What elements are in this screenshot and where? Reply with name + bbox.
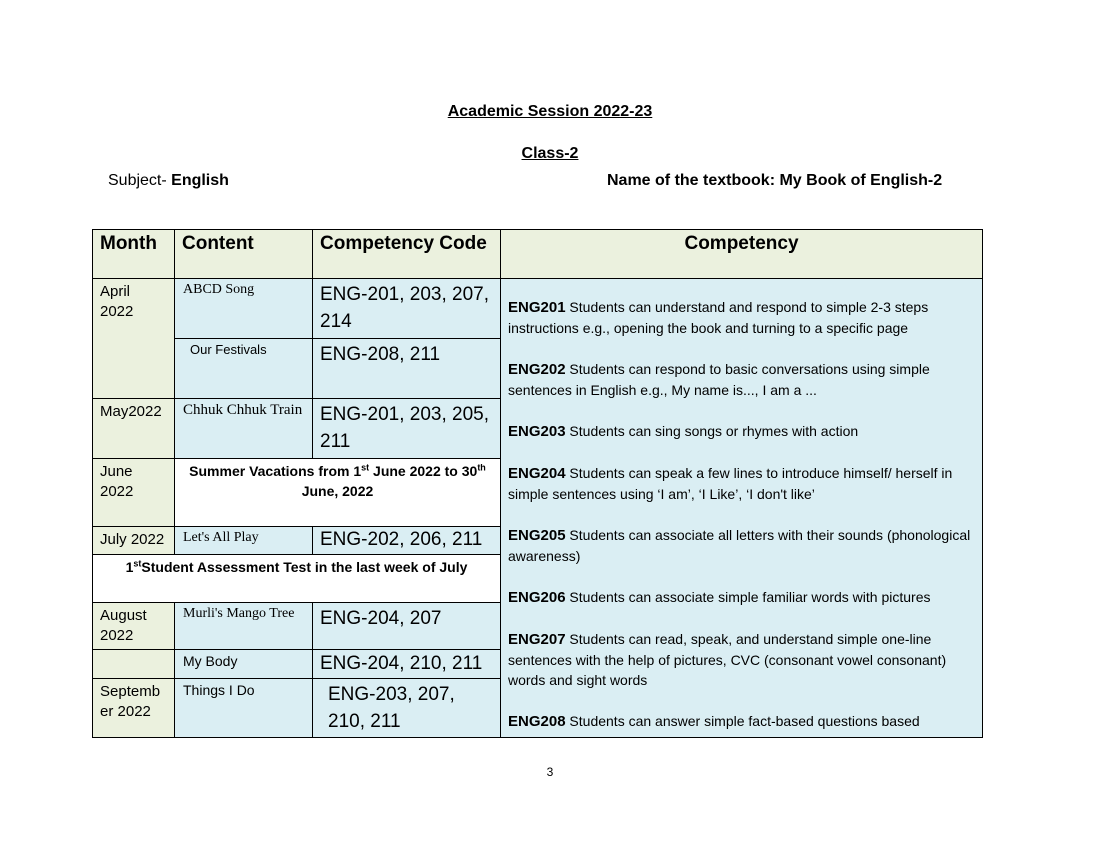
competency-text: Students can speak a few lines to introduce himself/ herself in simple sentences using ‘I am’, ‘I Like’, ‘I don't like’ [508,465,953,502]
competency-code: ENG207 [508,631,566,648]
code-cell: ENG-204, 207 [313,603,501,650]
month-cell [93,650,175,679]
content-cell: Chhuk Chhuk Train [175,399,313,459]
competency-item [508,711,975,732]
table-row [93,279,983,339]
content-cell: Let's All Play [175,527,313,555]
header-month: Month [93,230,175,279]
subject-label: Subject- [108,172,172,189]
competency-text: Students can understand and respond to simple 2-3 steps instructions e.g., opening the book and turning to a specific page [508,299,929,336]
competency-text: Students can associate simple familiar words with pictures [565,589,931,605]
competency-item [508,421,975,442]
content-cell: Our Festivals [175,339,313,399]
competency-text: Students can sing songs or rhymes with action [565,423,859,439]
vacation-note [175,459,501,527]
competency-list [501,279,983,738]
syllabus-table [92,229,983,738]
competency-code: ENG204 [508,465,566,482]
note-text: 1 [125,559,134,575]
month-cell: April 2022 [93,279,175,399]
competency-code: ENG206 [508,589,566,606]
month-cell: Septemb er 2022 [93,679,175,738]
competency-code: ENG208 [508,713,566,730]
competency-code: ENG202 [508,361,566,378]
table-header-row [93,230,983,279]
note-sup: th [477,462,486,473]
competency-text: Students can answer simple fact-based questions based [565,713,920,729]
code-cell: ENG-201, 203, 207, 214 [313,279,501,339]
header-code: Competency Code [313,230,501,279]
competency-text: Students can respond to basic conversations using simple sentences in English e.g., My name is..., I am a ... [508,361,930,398]
note-text: Summer Vacations from 1 [189,463,362,479]
month-cell: August 2022 [93,603,175,650]
code-cell: ENG-201, 203, 205, 211 [313,399,501,459]
content-cell: Murli's Mango Tree [175,603,313,650]
code-cell: ENG-204, 210, 211 [313,650,501,679]
header-content: Content [175,230,313,279]
competency-item [508,525,975,566]
content-cell: Things I Do [175,679,313,738]
month-cell: July 2022 [93,527,175,555]
competency-code: ENG201 [508,299,566,316]
competency-text: Students can read, speak, and understand simple one-line sentences with the help of pictures, CVC (consonant vowel consonant) words and sight words [508,631,947,688]
competency-text: Students can associate all letters with their sounds (phonological awareness) [508,527,971,564]
competency-item [508,359,975,400]
assessment-note [93,555,501,603]
competency-code: ENG205 [508,527,566,544]
header-competency: Competency [501,230,983,279]
note-text: June 2022 to 30 [369,463,478,479]
code-cell: ENG-202, 206, 211 [313,527,501,555]
session-title: Academic Session 2022-23 [447,103,653,120]
note-text: Student Assessment Test in the last week of July [141,559,468,575]
note-text: June, 2022 [301,483,374,499]
note-sup: st [133,558,142,569]
competency-item [508,297,975,338]
textbook-name: Name of the textbook: My Book of English-2 [607,172,943,189]
code-cell: ENG-203, 207, 210, 211 [313,679,501,738]
content-cell: ABCD Song [175,279,313,339]
subject-line [108,172,229,190]
content-cell: My Body [175,650,313,679]
month-cell: June 2022 [93,459,175,527]
page-number: 3 [546,765,554,779]
competency-item [508,463,975,504]
class-title: Class-2 [521,145,579,162]
competency-item [508,587,975,608]
note-sup: st [361,462,370,473]
code-cell: ENG-208, 211 [313,339,501,399]
month-cell: May2022 [93,399,175,459]
competency-code: ENG203 [508,423,566,440]
competency-item [508,629,975,690]
subject-value: English [171,172,229,189]
